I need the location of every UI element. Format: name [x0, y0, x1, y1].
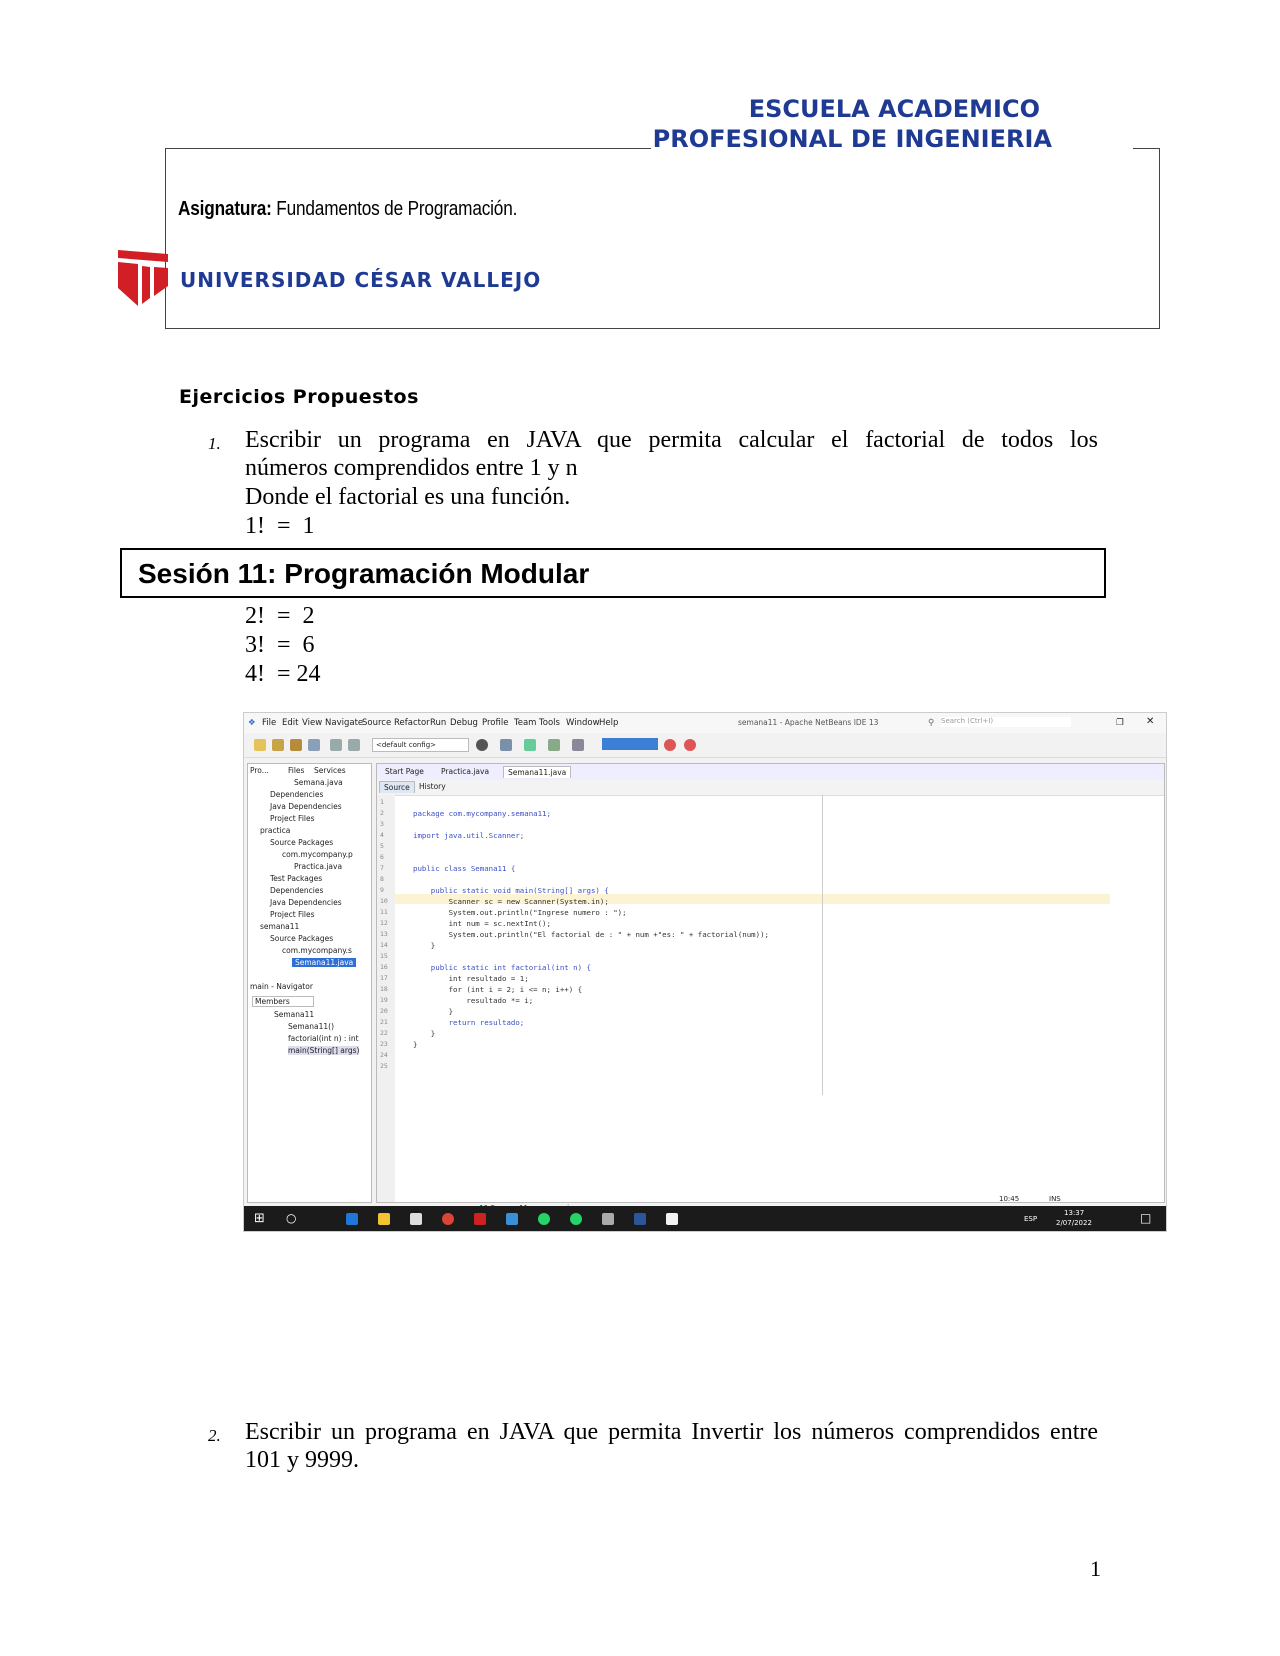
tree-item[interactable]: Source Packages [270, 934, 334, 943]
restore-icon[interactable]: ❐ [1116, 718, 1124, 728]
redo-icon[interactable] [348, 739, 360, 751]
session-title-box [120, 548, 1106, 598]
code-line-13[interactable]: System.out.println("El factorial de : " + num +"es: " + factorial(num)); [413, 930, 769, 939]
new-file-icon[interactable] [254, 739, 266, 751]
line-number: 14 [380, 941, 388, 949]
memory-meter[interactable] [602, 738, 658, 750]
line-number: 7 [380, 864, 384, 872]
word-icon[interactable] [634, 1213, 646, 1225]
tree-item[interactable]: Java Dependencies [270, 898, 342, 907]
code-line-10[interactable]: Scanner sc = new Scanner(System.in); [413, 897, 609, 906]
netbeans-app-icon: ❖ [248, 718, 256, 728]
menu-file[interactable]: File [262, 718, 277, 728]
exercise-1-line2: números comprendidos entre 1 y n [245, 455, 578, 481]
line-number: 18 [380, 985, 388, 993]
right-margin-line [822, 795, 823, 1095]
line-number: 20 [380, 1007, 388, 1015]
line-number: 12 [380, 919, 388, 927]
edge-icon[interactable] [346, 1213, 358, 1225]
menu-edit[interactable]: Edit [282, 718, 299, 728]
exercise-2-line2: 101 y 9999. [245, 1447, 359, 1473]
line-number: 24 [380, 1051, 388, 1059]
menu-navigate[interactable]: Navigate [325, 718, 364, 728]
tab-practica[interactable]: Practica.java [441, 767, 490, 776]
tray-date[interactable]: 2/07/2022 [1056, 1219, 1092, 1227]
menu-window[interactable]: Window [566, 718, 600, 728]
line-number: 4 [380, 831, 384, 839]
code-line-20[interactable]: } [413, 1007, 454, 1016]
line-number: 16 [380, 963, 388, 971]
line-number: 15 [380, 952, 388, 960]
line-gutter [377, 795, 395, 1202]
profile-icon[interactable] [572, 739, 584, 751]
navigator-item[interactable]: Semana11 [274, 1010, 315, 1019]
tree-item[interactable]: Source Packages [270, 838, 334, 847]
menu-view[interactable]: View [302, 718, 323, 728]
code-line-2[interactable]: package com.mycompany.semana11; [413, 809, 551, 818]
menu-help[interactable]: Help [599, 718, 619, 728]
session-title: Sesión 11: Programación Modular [138, 558, 590, 589]
exercise-2-line1: Escribir un programa en JAVA que permita Invertir los números comprendidos entre [245, 1419, 1098, 1445]
tree-item[interactable]: com.mycompany.s [282, 946, 352, 955]
netbeans-screenshot [243, 712, 1167, 1232]
school-name-line2: PROFESIONAL DE INGENIERIA [652, 125, 1052, 153]
line-number: 3 [380, 820, 384, 828]
tab-start-page[interactable]: Start Page [385, 767, 424, 776]
navigator-item[interactable]: Semana11() [288, 1022, 335, 1031]
line-number: 5 [380, 842, 384, 850]
code-line-4[interactable]: import java.util.Scanner; [413, 831, 525, 840]
line-number: 1 [380, 798, 384, 806]
pdf-icon[interactable] [474, 1213, 486, 1225]
header-frame [165, 148, 1160, 329]
tree-item[interactable]: Dependencies [270, 886, 324, 895]
university-logo-icon [116, 248, 170, 308]
university-name: UNIVERSIDAD CÉSAR VALLEJO [180, 268, 542, 292]
cursor-position: 10:45 [999, 1195, 1020, 1203]
factorial-example-4: 4! = 24 [245, 661, 321, 687]
code-line-19[interactable]: resultado *= i; [413, 996, 534, 1005]
navigator-filter-select[interactable]: Members [252, 996, 314, 1007]
section-heading: Ejercicios Propuestos [179, 386, 419, 408]
tree-item[interactable]: Project Files [270, 814, 315, 823]
debug-icon[interactable] [548, 739, 560, 751]
line-number: 25 [380, 1062, 388, 1070]
whatsapp-icon[interactable] [570, 1213, 582, 1225]
code-line-18[interactable]: for (int i = 2; i <= n; i++) { [413, 985, 583, 994]
new-project-icon[interactable] [272, 739, 284, 751]
menu-debug[interactable]: Debug [450, 718, 478, 728]
ide-toolbar [244, 733, 1166, 758]
save-all-icon[interactable] [308, 739, 320, 751]
subject-line [178, 198, 517, 221]
editor-tabs [377, 764, 1164, 780]
line-number: 11 [380, 908, 388, 916]
line-number: 9 [380, 886, 384, 894]
close-icon[interactable]: ✕ [1146, 716, 1155, 727]
profiler-icon[interactable] [684, 739, 696, 751]
windows-taskbar [244, 1206, 1166, 1231]
tab-services[interactable]: Services [314, 766, 346, 775]
editor-toolbar [377, 780, 1164, 796]
tree-item[interactable]: com.mycompany.p [282, 850, 353, 859]
whatsapp-icon[interactable] [538, 1213, 550, 1225]
navigator-item[interactable]: factorial(int n) : int [288, 1034, 359, 1043]
search-input[interactable]: Search (Ctrl+I) [941, 717, 1071, 727]
search-circle-icon[interactable]: ○ [286, 1211, 297, 1225]
line-number: 19 [380, 996, 388, 1004]
tree-item[interactable]: semana11 [260, 922, 300, 931]
projects-pane [247, 763, 372, 1203]
code-line-23[interactable]: } [413, 1040, 418, 1049]
undo-icon[interactable] [330, 739, 342, 751]
menu-tools[interactable]: Tools [539, 718, 560, 728]
window-title: semana11 - Apache NetBeans IDE 13 [738, 718, 879, 727]
tree-item[interactable]: Practica.java [294, 862, 343, 871]
menu-profile[interactable]: Profile [482, 718, 509, 728]
code-line-12[interactable]: int num = sc.nextInt(); [413, 919, 551, 928]
factorial-example-1: 1! = 1 [245, 513, 315, 539]
line-number: 6 [380, 853, 384, 861]
app-icon[interactable] [602, 1213, 614, 1225]
config-select[interactable]: <default config> [372, 738, 469, 752]
file-explorer-icon[interactable] [378, 1213, 390, 1225]
subject-label: Asignatura: [178, 198, 272, 220]
insert-mode: INS [1049, 1195, 1061, 1203]
line-number: 10 [380, 897, 388, 905]
line-number: 2 [380, 809, 384, 817]
tab-projects[interactable]: Pro... [250, 766, 269, 775]
notifications-icon[interactable]: □ [1140, 1211, 1152, 1225]
ide-menubar [244, 713, 1166, 733]
code-editor [376, 763, 1165, 1203]
netbeans-taskbar-icon[interactable] [666, 1213, 678, 1225]
build-icon[interactable] [476, 739, 488, 751]
factorial-example-3: 3! = 6 [245, 632, 315, 658]
exercise-1-number: 1. [208, 434, 221, 453]
code-line-9[interactable]: public static void main(String[] args) { [413, 886, 609, 895]
code-line-16[interactable]: public static int factorial(int n) { [413, 963, 591, 972]
tree-item[interactable]: Java Dependencies [270, 802, 342, 811]
gc-icon[interactable] [664, 739, 676, 751]
search-icon: ⚲ [928, 718, 935, 728]
menu-run[interactable]: Run [430, 718, 447, 728]
subject-value: Fundamentos de Programación. [276, 198, 518, 220]
code-line-7[interactable]: public class Semana11 { [413, 864, 516, 873]
code-line-17[interactable]: int resultado = 1; [413, 974, 529, 983]
line-number: 13 [380, 930, 388, 938]
navigator-title: main - Navigator [250, 982, 313, 991]
menu-team[interactable]: Team [514, 718, 537, 728]
menu-refactor[interactable]: Refactor [394, 718, 430, 728]
tray-time[interactable]: 13:37 [1064, 1209, 1085, 1217]
app-icon[interactable] [506, 1213, 518, 1225]
tree-item-selected[interactable]: Semana11.java [292, 958, 356, 967]
code-line-11[interactable]: System.out.println("Ingrese numero : "); [413, 908, 627, 917]
open-project-icon[interactable] [290, 739, 302, 751]
line-number: 23 [380, 1040, 388, 1048]
school-name-line1: ESCUELA ACADEMICO [748, 95, 1040, 123]
history-mode-button[interactable]: History [419, 782, 446, 791]
navigator-item[interactable]: main(String[] args) [288, 1046, 360, 1055]
code-line-22[interactable]: } [413, 1029, 436, 1038]
tab-semana11[interactable]: Semana11.java [503, 766, 571, 778]
run-icon[interactable] [524, 739, 536, 751]
line-number: 17 [380, 974, 388, 982]
line-number: 8 [380, 875, 384, 883]
tab-files[interactable]: Files [288, 766, 305, 775]
clean-build-icon[interactable] [500, 739, 512, 751]
chrome-icon[interactable] [442, 1213, 454, 1225]
tree-item[interactable]: Dependencies [270, 790, 324, 799]
line-number: 22 [380, 1029, 388, 1037]
factorial-example-2: 2! = 2 [245, 603, 315, 629]
mail-icon[interactable] [410, 1213, 422, 1225]
exercise-2-number: 2. [208, 1426, 221, 1445]
source-mode-button[interactable]: Source [379, 781, 415, 793]
code-line-14[interactable]: } [413, 941, 436, 950]
windows-start-icon[interactable]: ⊞ [254, 1211, 265, 1226]
tree-item[interactable]: Test Packages [270, 874, 323, 883]
tree-item[interactable]: Semana.java [294, 778, 343, 787]
menu-source[interactable]: Source [362, 718, 392, 728]
tree-item[interactable]: Project Files [270, 910, 315, 919]
code-line-21[interactable]: return resultado; [413, 1018, 525, 1027]
exercise-1-line1: Escribir un programa en JAVA que permita calcular el factorial de todos los [245, 427, 1098, 453]
page-number: 1 [1090, 1556, 1101, 1581]
exercise-1-line3: Donde el factorial es una función. [245, 484, 571, 510]
tray-language[interactable]: ESP [1024, 1215, 1038, 1223]
line-number: 21 [380, 1018, 388, 1026]
tree-item[interactable]: practica [260, 826, 291, 835]
